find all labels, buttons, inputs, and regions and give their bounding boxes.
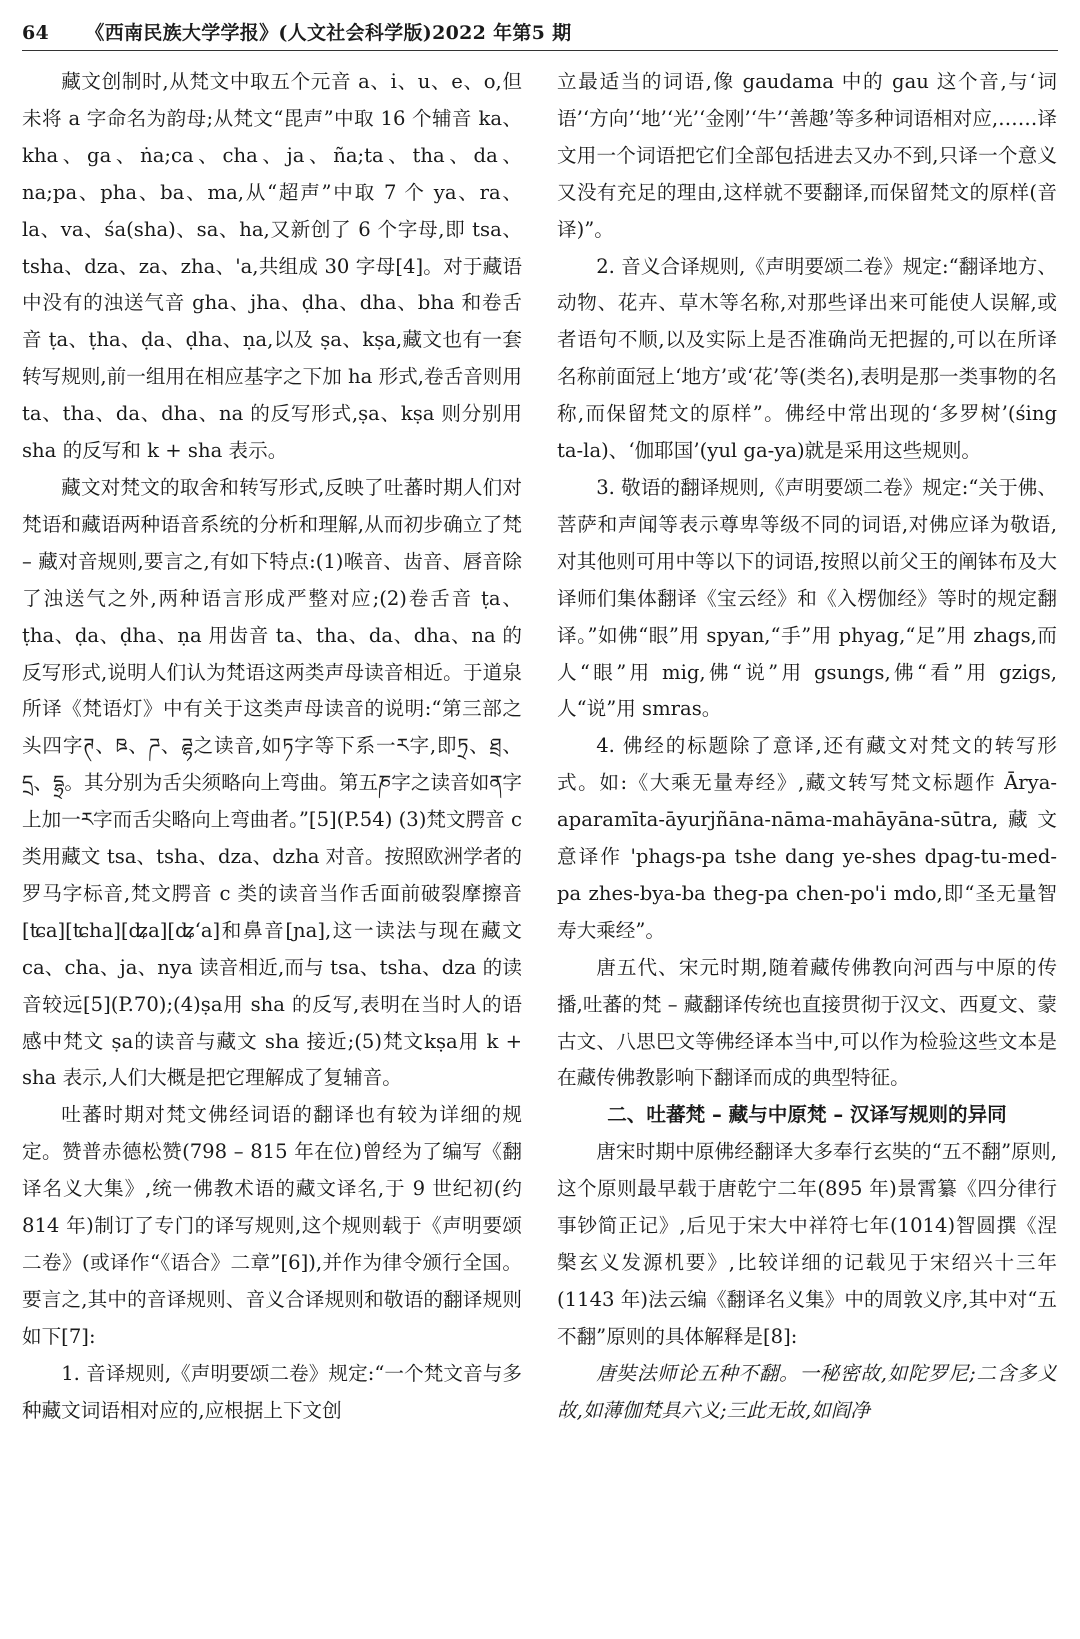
paragraph: 藏文创制时,从梵文中取五个元音 a、i、u、e、o,但未将 a 字命名为韵母;从梵文“毘声”中取 16 个辅音 ka、kha、ga、ṅa;ca、cha、ja、ña;ta、tha、da、na;pa、pha、ba、ma,从“超声”中取 7 个 ya、ra、la、va、śa(sha)、sa、ha,又新创了 6 个字母,即 tsa、tsha、dza、za、zha、'a,共组成 30 字母[4]。对于藏语中没有的浊送气音 gha、jha、ḍha、dha、bha 和卷舌音 ṭa、ṭha、ḍa、ḍha、ṇa,以及 ṣa、kṣa,藏文也有一套转写规则,前一组用在相应基字之下加 ha 形式,卷舌音则用 ta、tha、da、dha、na 的反写形式,ṣa、kṣa 则分别用 sha 的反写和 k + sha 表示。 (22, 70, 522, 463)
paragraph: 吐蕃时期对梵文佛经词语的翻译也有较为详细的规定。赞普赤德松赞(798 – 815 年在位)曾经为了编写《翻译名义大集》,统一佛教术语的藏文译名,于 9 世纪初(约 814 年)制订了专门的译写规则,这个规则载于《声明要颂二卷》(或译作“《语合》二章”[6]),并作为律令颁行全国。要言之,其中的音译规则、音义合译规则和敬语的翻译规则如下[7]: (22, 1103, 522, 1348)
paragraph: 4. 佛经的标题除了意译,还有藏文对梵文的转写形式。如:《大乘无量寿经》,藏文转写梵文标题作 Ārya-aparamīta-āyurjñāna-nāma-mahāyāna-sūtra,藏文意译作 'phags-pa tshe dang ye-shes dpag-tu-med-pa zhes-bya-ba theg-pa chen-po'i mdo,即“圣无量智寿大乘经”。 (557, 734, 1057, 942)
block-quote: 唐奘法师论五种不翻。一秘密故,如陀罗尼;二含多义故,如薄伽梵具六义;三此无故,如阎净 (557, 1361, 1057, 1422)
journal-title: 《西南民族大学学报》(人文社会科学版)2022 年第5 期 (85, 22, 572, 44)
page-number: 64 (22, 22, 50, 44)
paragraph: 唐五代、宋元时期,随着藏传佛教向河西与中原的传播,吐蕃的梵 – 藏翻译传统也直接贯彻于汉文、西夏文、蒙古文、八思巴文等佛经译本当中,可以作为检验这些文本是在藏传佛教影响下翻译而成的典型特征。 (557, 955, 1057, 1090)
header-rule (22, 50, 1058, 51)
paragraph: 1. 音译规则,《声明要颂二卷》规定:“一个梵文音与多种藏文词语相对应的,应根据上下文创 (22, 1361, 522, 1422)
running-header (22, 18, 1058, 52)
left-column (22, 64, 522, 1634)
right-column (557, 64, 1057, 1634)
paragraph: 藏文对梵文的取舍和转写形式,反映了吐蕃时期人们对梵语和藏语两种语音系统的分析和理解,从而初步确立了梵 – 藏对音规则,要言之,有如下特点:(1)喉音、齿音、唇音除了浊送气之外,两种语言形成严整对应;(2)卷舌音 ṭa、ṭha、ḍa、ḍha、ṇa 用齿音 ta、tha、da、dha、na 的反写形式,说明人们认为梵语这两类声母读音相近。于道泉所译《梵语灯》中有关于这类声母读音的说明:“第三部之头四字ཊ、ཋ、ཌ、ཌྷ之读音,如ཏ字等下系一ར字,即ཏྲ、ཐྲ、དྲ、དྷྲ。其分别为舌尖须略向上弯曲。第五ཎ字之读音如ན字上加一ར字而舌尖略向上弯曲者。”[5](P.54) (3)梵文腭音 c 类用藏文 tsa、tsha、dza、dzha 对音。按照欧洲学者的罗马字标音,梵文腭音 c 类的读音当作舌面前破裂摩擦音[ʨa][ʨha][ʥa][ʥʻa]和鼻音[ɲa],这一读法与现在藏文 ca、cha、ja、nya 读音相近,而与 tsa、tsha、dza 的读音较远[5](P.70);(4)ṣa用 sha 的反写,表明在当时人的语感中梵文 ṣa的读音与藏文 sha 接近;(5)梵文kṣa用 k + sha 表示,人们大概是把它理解成了复辅音。 (22, 475, 522, 1090)
paragraph: 3. 敬语的翻译规则,《声明要颂二卷》规定:“关于佛、菩萨和声闻等表示尊卑等级不同的词语,对佛应译为敬语,对其他则可用中等以下的词语,按照以前父王的阐钵布及大译师们集体翻译《宝云经》和《入楞伽经》等时的规定翻译。”如佛“眼”用 spyan,“手”用 phyag,“足”用 zhags,而人“眼”用 mig,佛“说”用 gsungs,佛“看”用 gzigs,人“说”用 smras。 (557, 475, 1057, 721)
paragraph: 2. 音义合译规则,《声明要颂二卷》规定:“翻译地方、动物、花卉、草木等名称,对那些译出来可能使人误解,或者语句不顺,以及实际上是否准确尚无把握的,可以在所译名称前面冠上‘地方’或‘花’等(类名),表明是那一类事物的名称,而保留梵文的原样”。佛经中常出现的‘多罗树’(śing ta-la)、‘伽耶国’(yul ga-ya)就是采用这些规则。 (557, 254, 1057, 463)
section-heading: 二、吐蕃梵 – 藏与中原梵 – 汉译写规则的异同 (607, 1103, 1007, 1127)
paragraph: 唐宋时期中原佛经翻译大多奉行玄奘的“五不翻”原则,这个原则最早载于唐乾宁二年(895 年)景霄纂《四分律行事钞简正记》,后见于宋大中祥符七年(1014)智圆撰《涅槃玄义发源机要》,比较详细的记载见于宋绍兴十三年(1143 年)法云编《翻译名义集》中的周敦义序,其中对“五不翻”原则的具体解释是[8]: (557, 1140, 1057, 1348)
paragraph: 立最适当的词语,像 gaudama 中的 gau 这个音,与‘词语’‘方向’‘地’‘光’‘金刚’‘牛’‘善趣’等多种词语相对应,……译文用一个词语把它们全部包括进去又办不到,只译一个意义又没有充足的理由,这样就不要翻译,而保留梵文的原样(音译)”。 (557, 70, 1057, 241)
